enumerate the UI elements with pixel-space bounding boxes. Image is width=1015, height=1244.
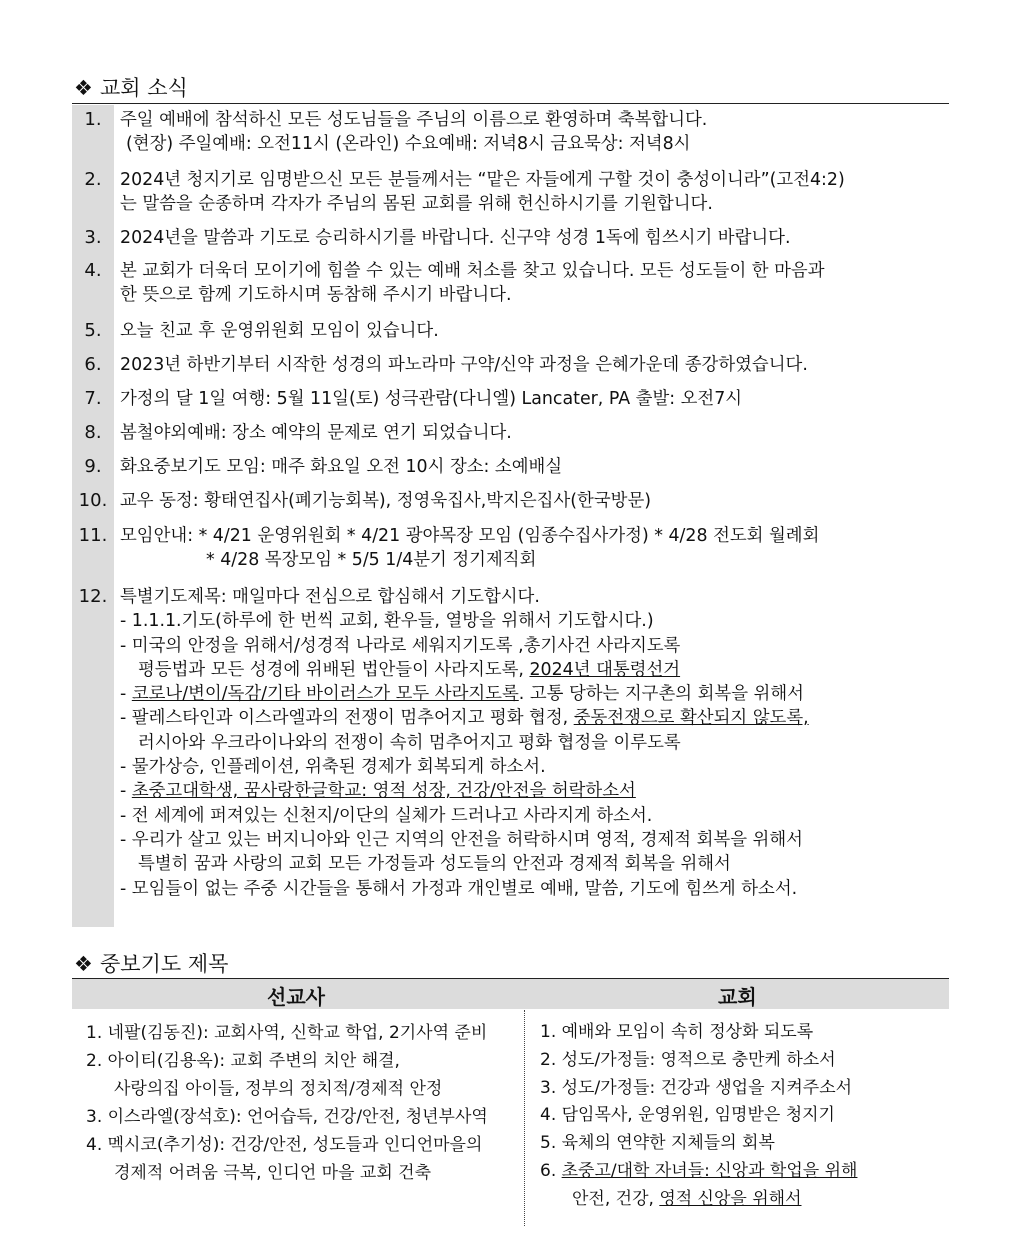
church-item: 4. 담임목사, 운영위원, 임명받은 청지기 xyxy=(540,1105,835,1126)
prayer-table-header xyxy=(72,978,949,1009)
column-divider xyxy=(524,1010,525,1226)
church-item: 5. 육체의 연약한 지체들의 회복 xyxy=(540,1133,775,1154)
section-rule xyxy=(72,103,949,104)
missionary-item: 2. 아이티(김용옥): 교회 주변의 치안 해결, xyxy=(86,1051,400,1071)
church-item: 3. 성도/가정들: 건강과 생업을 지켜주소서 xyxy=(540,1077,853,1098)
missionary-item: 3. 이스라엘(장석호): 언어습득, 건강/안전, 청년부사역 xyxy=(86,1107,488,1127)
diamond-bullet-icon: ❖ xyxy=(74,952,93,976)
missionaries-column: 1. 네팔(김동진): 교회사역, 신학교 학업, 2기사역 준비 2. 아이티(김용옥): 교회 주변의 치안 해결, 사랑의집 아이들, 정부의 정치적/경제적 안정 3. 이스라엘(장석호): 언어습득, 건강/안전, 청년부사역 4. 멕시코(추기성): 건강/안전, 성도들과 인디언마을의 경제적 어려움 극복, 인디언 마을 교회 건축 xyxy=(86,1019,488,1187)
church-item: 2. 성도/가정들: 영적으로 충만케 하소서 xyxy=(540,1049,836,1070)
missionary-item: 4. 멕시코(추기성): 건강/안전, 성도들과 인디언마을의 xyxy=(86,1135,483,1155)
header-church: 교회 xyxy=(718,985,757,1009)
section-title-news xyxy=(74,74,188,102)
section-title-prayer xyxy=(74,950,228,978)
news-title: 교회 소식 xyxy=(100,76,188,100)
prayer-title: 중보기도 제목 xyxy=(100,952,229,976)
diamond-bullet-icon: ❖ xyxy=(74,76,93,100)
missionary-item: 1. 네팔(김동진): 교회사역, 신학교 학업, 2기사역 준비 xyxy=(86,1023,488,1043)
church-item: 1. 예배와 모임이 속히 정상화 되도록 xyxy=(540,1022,814,1042)
church-column: 1. 예배와 모임이 속히 정상화 되도록 2. 성도/가정들: 영적으로 충만케 하소서 3. 성도/가정들: 건강과 생업을 지켜주소서 4. 담임목사, 운영위원, 임명받은 청지기 5. 육체의 연약한 지체들의 회복 6. 초중고/대학 자녀들: 신앙과 학업을 위해 안전, 건강, 영적 신앙을 위해서 xyxy=(540,1019,857,1214)
header-missionaries: 선교사 xyxy=(267,985,325,1009)
church-item: 6. 초중고/대학 자녀들: 신앙과 학업을 위해 xyxy=(540,1160,858,1181)
